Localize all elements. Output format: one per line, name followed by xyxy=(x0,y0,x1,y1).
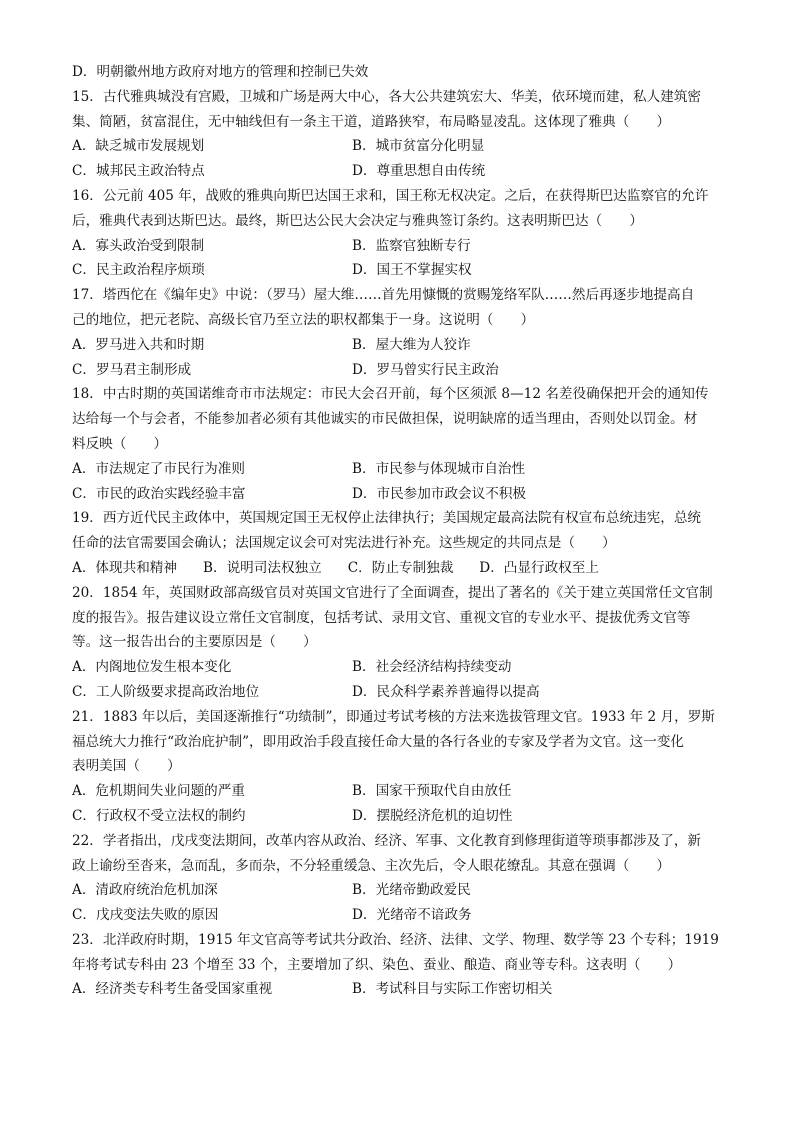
question-22-stem-line-2: 政上谕纷至沓来，急而乱，多而杂，不分轻重缓急、主次先后，令人眼花缭乱。其意在强调（ ） xyxy=(72,857,671,874)
question-19-options-row xyxy=(72,556,722,581)
question-16-stem-line-2: 后，雅典代表到达斯巴达。最终，斯巴达公民大会决定与雅典签订条约。这表明斯巴达（ ） xyxy=(72,212,643,229)
question-21-option-b[interactable]: B．国家干预取代自由放任 xyxy=(352,783,512,800)
question-21-options-row-2 xyxy=(72,804,722,829)
question-15-stem-line-2: 集、简陋，贫富混住，无中轴线但有一条主干道，道路狭窄，布局略显凌乱。这体现了雅典（ ） xyxy=(72,113,671,130)
question-22 xyxy=(72,829,722,928)
question-19-option-b[interactable]: B．说明司法权独立 xyxy=(202,559,322,576)
question-18-stem-line-3: 料反映（ ） xyxy=(72,435,168,452)
question-21-option-d[interactable]: D．摆脱经济危机的迫切性 xyxy=(352,807,513,824)
question-22-option-d[interactable]: D．光绪帝不谙政务 xyxy=(352,907,472,924)
question-15-options-row-1 xyxy=(72,134,722,159)
question-18-options-row-1 xyxy=(72,457,722,482)
question-21-stem-line-1: 21．1883 年以后，美国逐渐推行“功绩制”，即通过考试考核的方法来选拔管理文官。1933 年 2 月，罗斯 xyxy=(72,708,715,725)
question-20-stem-line-3: 等。这一报告出台的主要原因是（ ） xyxy=(72,634,317,651)
question-15-options-row-2 xyxy=(72,159,722,184)
question-23-option-b[interactable]: B．考试科目与实际工作密切相关 xyxy=(352,981,553,998)
question-18-option-b[interactable]: B．市民参与体现城市自治性 xyxy=(352,460,526,477)
question-20-stem-line-2: 度的报告》。报告建议设立常任文官制度，包括考试、录用文官、重视文官的专业水平、提拔优秀文官等 xyxy=(72,609,691,626)
question-17-options-row-1 xyxy=(72,333,722,358)
question-20-options-row-1 xyxy=(72,655,722,680)
question-17-option-c[interactable]: C．罗马君主制形成 xyxy=(72,361,192,378)
question-20-option-d[interactable]: D．民众科学素养普遍得以提高 xyxy=(352,683,540,700)
question-16 xyxy=(72,184,722,283)
question-20-options-row-2 xyxy=(72,680,722,705)
question-16-options-row-2 xyxy=(72,258,722,283)
question-17-option-d[interactable]: D．罗马曾实行民主政治 xyxy=(352,361,499,378)
question-22-option-c[interactable]: C．戊戌变法失败的原因 xyxy=(72,907,219,924)
question-15-option-a[interactable]: A．缺乏城市发展规划 xyxy=(72,138,205,155)
question-15-option-d[interactable]: D．尊重思想自由传统 xyxy=(352,163,486,180)
question-22-stem-line-1: 22．学者指出，戊戌变法期间，改革内容从政治、经济、军事、文化教育到修理街道等琐事都涉及了，新 xyxy=(72,832,702,849)
question-23 xyxy=(72,928,722,1002)
question-16-stem-line-1: 16．公元前 405 年，战败的雅典向斯巴达国王求和，国王称无权决定。之后，在获得斯巴达监察官的允许 xyxy=(72,187,709,204)
question-21-option-c[interactable]: C．行政权不受立法权的制约 xyxy=(72,807,246,824)
question-15 xyxy=(72,85,722,184)
question-20-option-c[interactable]: C．工人阶级要求提高政治地位 xyxy=(72,683,260,700)
question-15-option-b[interactable]: B．城市贫富分化明显 xyxy=(352,138,485,155)
question-21 xyxy=(72,705,722,829)
question-22-option-b[interactable]: B．光绪帝勤政爱民 xyxy=(352,882,471,899)
question-21-option-a[interactable]: A．危机期间失业问题的严重 xyxy=(72,783,245,800)
question-20 xyxy=(72,581,722,705)
question-22-option-a[interactable]: A．清政府统治危机加深 xyxy=(72,882,218,899)
question-20-option-b[interactable]: B．社会经济结构持续变动 xyxy=(352,659,512,676)
question-17-stem-line-1: 17．塔西佗在《编年史》中说：（罗马）屋大维……首先用慷慨的赏赐笼络军队……然后再逐步地提高自 xyxy=(72,287,695,304)
question-17-stem-line-2: 己的地位，把元老院、高级长官乃至立法的职权都集于一身。这说明（ ） xyxy=(72,311,535,328)
question-16-option-b[interactable]: B．监察官独断专行 xyxy=(352,237,471,254)
question-23-stem-line-2: 年将考试专科由 23 个增至 33 个，主要增加了织、染色、蚕业、酿造、商业等专科。这表明（ ） xyxy=(72,956,682,973)
question-21-stem-line-3: 表明美国（ ） xyxy=(72,758,181,775)
question-20-option-a[interactable]: A．内阁地位发生根本变化 xyxy=(72,659,232,676)
question-17-option-b[interactable]: B．屋大维为人狡诈 xyxy=(352,336,471,353)
question-21-stem-line-2: 福总统大力推行“政治庇护制”，即用政治手段直接任命大量的各行各业的专家及学者为文官。这一变化 xyxy=(72,733,685,750)
question-19-option-a[interactable]: A．体现共和精神 xyxy=(72,559,177,576)
question-15-option-c[interactable]: C．城邦民主政治特点 xyxy=(72,163,205,180)
question-18-options-row-2 xyxy=(72,482,722,507)
question-16-option-c[interactable]: C．民主政治程序烦琐 xyxy=(72,262,205,279)
question-17 xyxy=(72,283,722,382)
question-22-options-row-1 xyxy=(72,878,722,903)
question-18-stem-line-2: 达给每一个与会者，不能参加者必须有其他诚实的市民做担保，说明缺席的适当理由，否则处以罚金。材 xyxy=(72,411,698,428)
question-19-stem-line-1: 19．西方近代民主政体中，英国规定国王无权停止法律执行；美国规定最高法院有权宣布总统违宪，总统 xyxy=(72,510,702,527)
question-18-option-a[interactable]: A．市法规定了市民行为准则 xyxy=(72,460,245,477)
question-15-stem-line-1: 15．古代雅典城没有宫殿，卫城和广场是两大中心，各大公共建筑宏大、华美，依环境而建，私人建筑密 xyxy=(72,88,702,105)
question-23-stem-line-1: 23．北洋政府时期，1915 年文官高等考试共分政治、经济、法律、文学、物理、数学等 23 个专科；1919 xyxy=(72,931,719,948)
question-16-options-row-1 xyxy=(72,234,722,259)
question-18-stem-line-1: 18．中古时期的英国诺维奇市市法规定：市民大会召开前，每个区须派 8—12 名差役确保把开会的通知传 xyxy=(72,386,709,403)
question-17-option-a[interactable]: A．罗马进入共和时期 xyxy=(72,336,205,353)
question-19-stem-line-2: 任命的法官需要国会确认；法国规定议会可对宪法进行补充。这些规定的共同点是（ ） xyxy=(72,535,616,552)
option-d-prev-question: D．明朝徽州地方政府对地方的管理和控制已失效 xyxy=(72,64,369,80)
question-18 xyxy=(72,382,722,506)
question-23-option-a[interactable]: A．经济类专科考生备受国家重视 xyxy=(72,981,273,998)
question-19-option-d[interactable]: D．凸显行政权至上 xyxy=(479,559,599,576)
question-17-options-row-2 xyxy=(72,358,722,383)
question-20-stem-line-1: 20．1854 年，英国财政部高级官员对英国文官进行了全面调查，提出了著名的《关于建立英国常任文官制 xyxy=(72,584,713,601)
question-22-options-row-2 xyxy=(72,903,722,928)
question-18-option-c[interactable]: C．市民的政治实践经验丰富 xyxy=(72,485,246,502)
question-23-options-row-1 xyxy=(72,977,722,1002)
exam-page xyxy=(72,60,722,1002)
question-19 xyxy=(72,506,722,580)
question-16-option-d[interactable]: D．国王不掌握实权 xyxy=(352,262,472,279)
question-21-options-row-1 xyxy=(72,779,722,804)
question-19-option-c[interactable]: C．防止专制独裁 xyxy=(347,559,454,576)
question-16-option-a[interactable]: A．寡头政治受到限制 xyxy=(72,237,205,254)
question-18-option-d[interactable]: D．市民参加市政会议不积极 xyxy=(352,485,527,502)
